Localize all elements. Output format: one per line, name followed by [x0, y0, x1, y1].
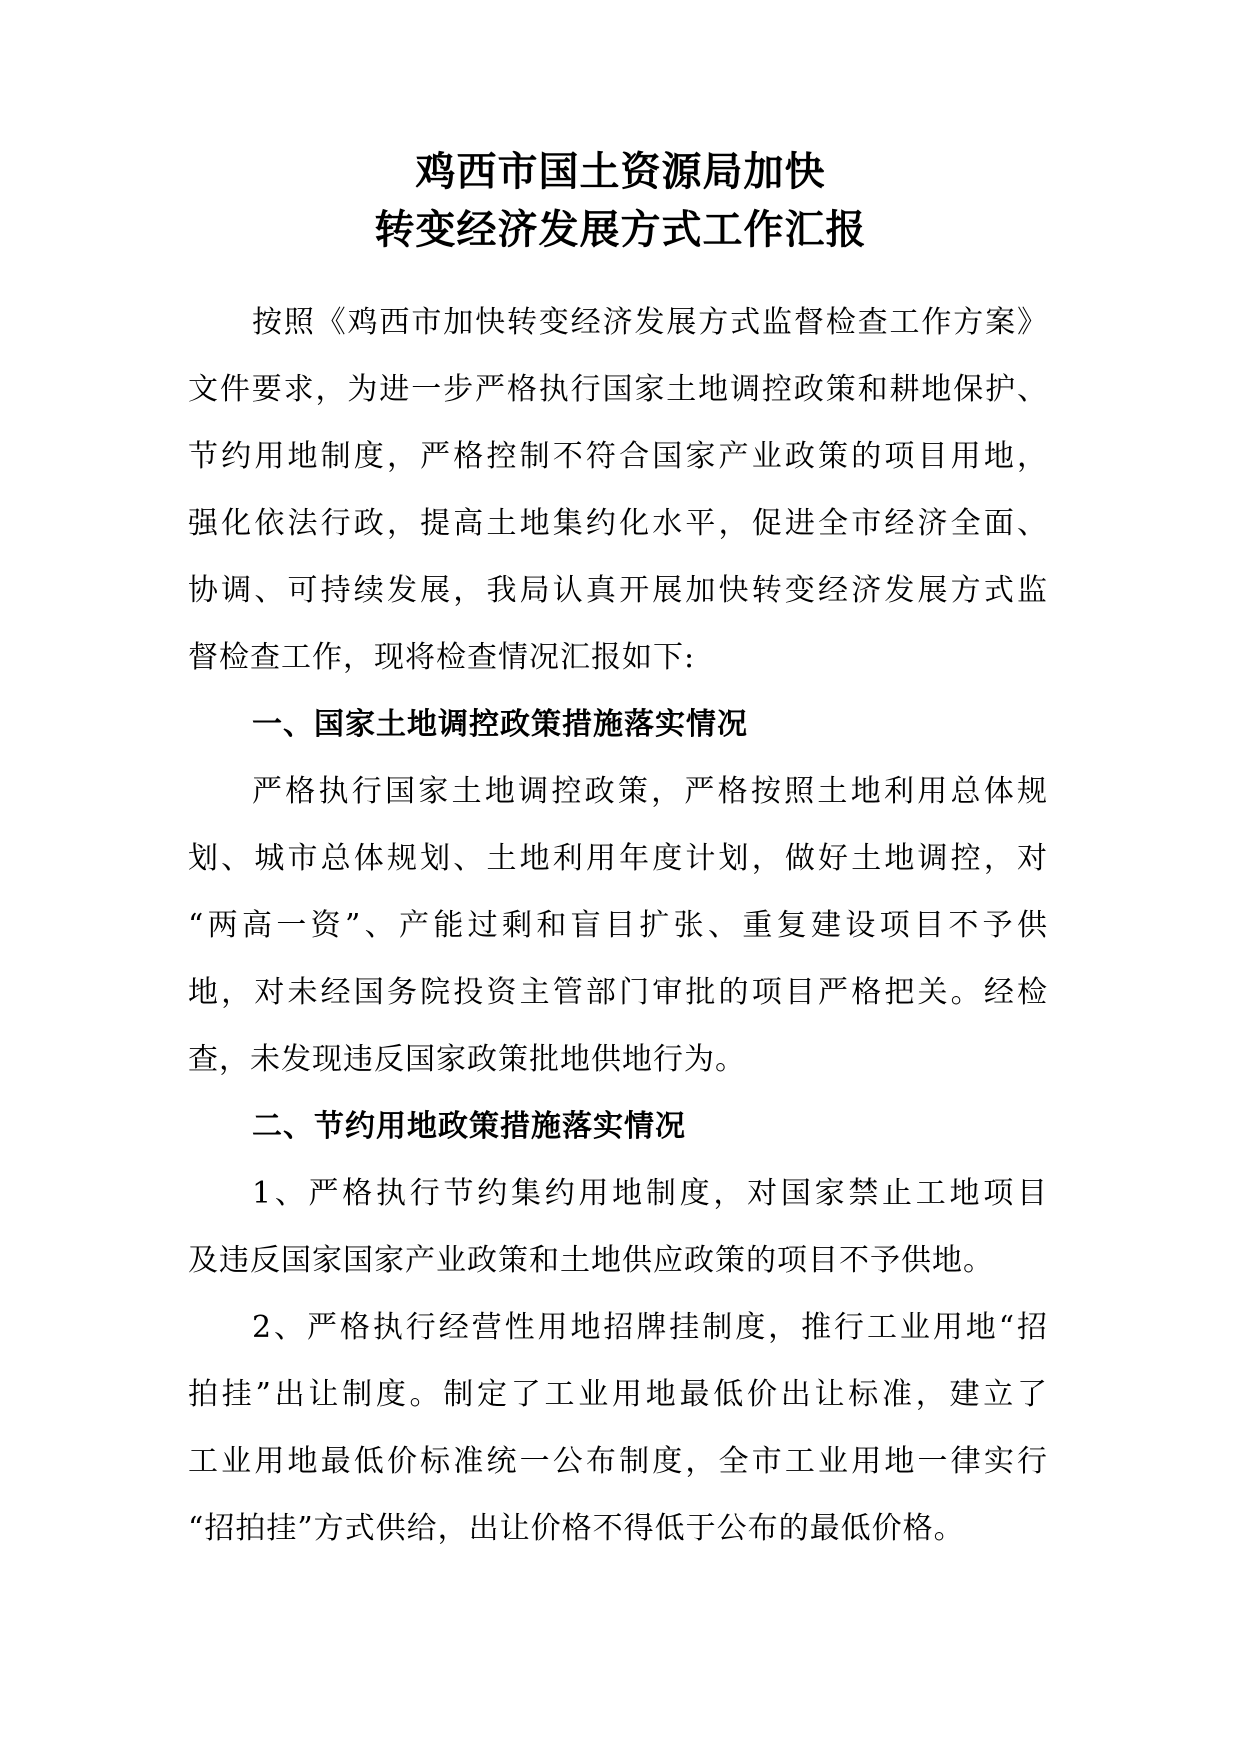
body-text-line: 地，对未经国务院投资主管部门审批的项目严格把关。经检: [188, 975, 1048, 1010]
body-text-line: 查，未发现违反国家政策批地供地行为。: [188, 1042, 746, 1077]
body-text-line: 督检查工作，现将检查情况汇报如下:: [188, 640, 696, 675]
body-text-line: 协调、可持续发展，我局认真开展加快转变经济发展方式监: [188, 573, 1048, 608]
body-text-line: 按照《鸡西市加快转变经济发展方式监督检查工作方案》: [252, 305, 1048, 340]
body-text-line: “两高一资”、产能过剩和盲目扩张、重复建设项目不予供: [188, 908, 1048, 943]
section-heading: 二、节约用地政策措施落实情况: [252, 1109, 686, 1144]
body-text-line: 文件要求，为进一步严格执行国家土地调控政策和耕地保护、: [188, 372, 1048, 407]
document-title-line-1: 鸡西市国土资源局加快: [415, 149, 826, 195]
body-text-line: 2、严格执行经营性用地招牌挂制度，推行工业用地“招: [252, 1310, 1048, 1345]
body-text-line: 严格执行国家土地调控政策，严格按照土地利用总体规: [252, 774, 1048, 809]
body-text-line: “招拍挂”方式供给，出让价格不得低于公布的最低价格。: [188, 1511, 965, 1546]
section-heading: 一、国家土地调控政策措施落实情况: [252, 707, 748, 742]
body-text-line: 强化依法行政，提高土地集约化水平，促进全市经济全面、: [188, 506, 1048, 541]
body-text-line: 划、城市总体规划、土地利用年度计划，做好土地调控，对: [188, 841, 1048, 876]
body-text-line: 节约用地制度，严格控制不符合国家产业政策的项目用地，: [188, 439, 1048, 474]
body-text-line: 拍挂”出让制度。制定了工业用地最低价出让标准，建立了: [188, 1377, 1048, 1412]
document-body: [188, 289, 1048, 1562]
document-title-line-2: 转变经济发展方式工作汇报: [374, 207, 867, 253]
body-text-line: 工业用地最低价标准统一公布制度，全市工业用地一律实行: [188, 1444, 1048, 1479]
body-text-line: 1、严格执行节约集约用地制度，对国家禁止工地项目: [252, 1176, 1048, 1211]
body-text-line: 及违反国家国家产业政策和土地供应政策的项目不予供地。: [188, 1243, 994, 1278]
